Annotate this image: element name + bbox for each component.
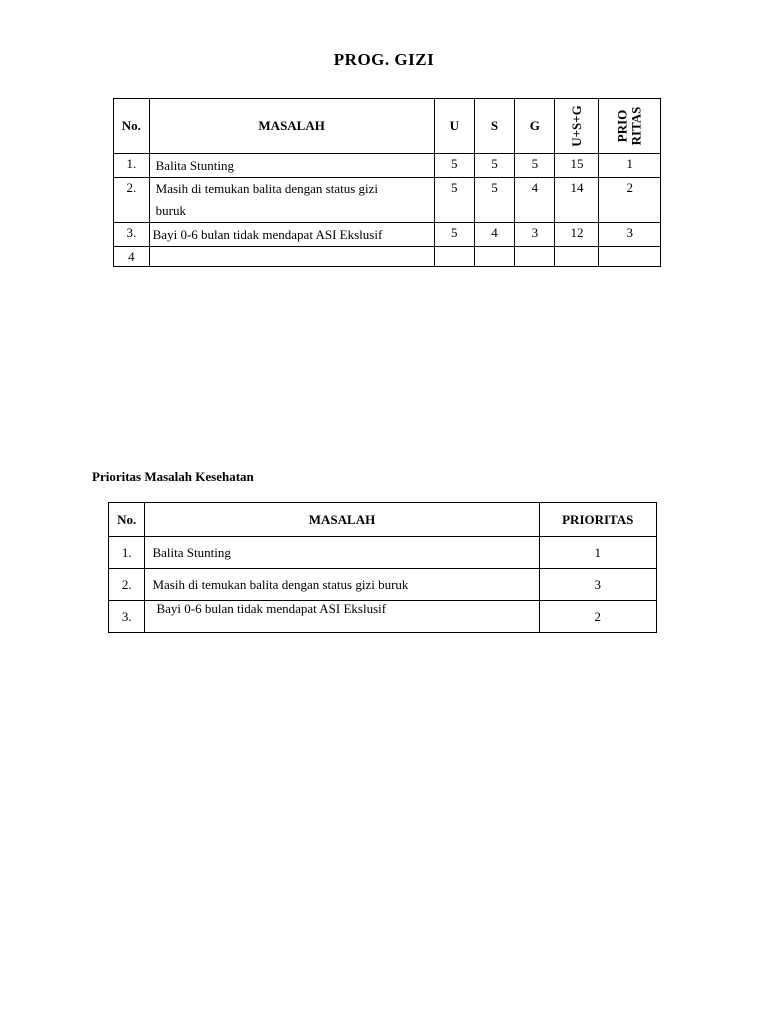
table-row: [109, 537, 657, 569]
table-header-row: [114, 99, 661, 154]
cell-sum: [555, 247, 599, 267]
header-usg-sum-label: U+S+G: [568, 105, 584, 147]
priority-table: [108, 502, 657, 633]
header-prioritas: PRIORITAS: [539, 503, 657, 537]
cell-prioritas: 1: [539, 537, 657, 569]
cell-masalah: [149, 247, 434, 267]
section-subtitle: Prioritas Masalah Kesehatan: [92, 469, 254, 484]
cell-prioritas: 1: [599, 154, 661, 178]
cell-u: 5: [434, 223, 474, 247]
cell-no: 1.: [109, 537, 145, 569]
cell-prioritas: 2: [539, 601, 657, 633]
cell-no: 2.: [109, 569, 145, 601]
cell-no: 2.: [114, 178, 150, 223]
cell-no: 4: [114, 247, 150, 267]
cell-masalah: [149, 178, 434, 223]
header-prioritas-line2: RITAS: [628, 106, 644, 145]
cell-masalah-line1: Masih di temukan balita dengan status gizi: [155, 181, 379, 196]
table-row: [114, 247, 661, 267]
cell-masalah: Balita Stunting: [145, 537, 539, 569]
cell-sum: 12: [555, 223, 599, 247]
cell-prioritas: 3: [599, 223, 661, 247]
table-row: [109, 569, 657, 601]
cell-g: 5: [515, 154, 555, 178]
table-header-row: [109, 503, 657, 537]
header-u: U: [434, 99, 474, 154]
header-prioritas: [599, 99, 661, 154]
header-masalah: MASALAH: [149, 99, 434, 154]
header-prioritas-line1: PRIO: [614, 109, 630, 142]
cell-g: 3: [515, 223, 555, 247]
page-title: PROG. GIZI: [333, 50, 435, 69]
header-no: No.: [109, 503, 145, 537]
cell-u: [434, 247, 474, 267]
table-row: [114, 154, 661, 178]
header-s: S: [474, 99, 514, 154]
cell-s: 4: [474, 223, 514, 247]
table-row: [114, 178, 661, 223]
header-g: G: [515, 99, 555, 154]
cell-u: 5: [434, 154, 474, 178]
cell-s: 5: [474, 178, 514, 223]
cell-sum: 15: [555, 154, 599, 178]
cell-g: 4: [515, 178, 555, 223]
cell-g: [515, 247, 555, 267]
cell-s: 5: [474, 154, 514, 178]
cell-masalah-line2: buruk: [155, 203, 186, 218]
header-usg-sum: [555, 99, 599, 154]
cell-no: 1.: [114, 154, 150, 178]
cell-no: 3.: [114, 223, 150, 247]
table-row: [114, 223, 661, 247]
cell-u: 5: [434, 178, 474, 223]
cell-masalah: Bayi 0-6 bulan tidak mendapat ASI Ekslusif: [149, 223, 434, 247]
cell-masalah: Masih di temukan balita dengan status gizi buruk: [145, 569, 539, 601]
cell-sum: 14: [555, 178, 599, 223]
cell-no: 3.: [109, 601, 145, 633]
cell-prioritas: [599, 247, 661, 267]
table-row: [109, 601, 657, 633]
cell-masalah: Balita Stunting: [149, 154, 434, 178]
header-no: No.: [114, 99, 150, 154]
cell-prioritas: 2: [599, 178, 661, 223]
usg-scoring-table: [113, 98, 661, 267]
cell-s: [474, 247, 514, 267]
cell-masalah: Bayi 0-6 bulan tidak mendapat ASI Ekslusif: [145, 601, 539, 633]
header-masalah: MASALAH: [145, 503, 539, 537]
header-prioritas-label: [616, 106, 644, 145]
cell-prioritas: 3: [539, 569, 657, 601]
